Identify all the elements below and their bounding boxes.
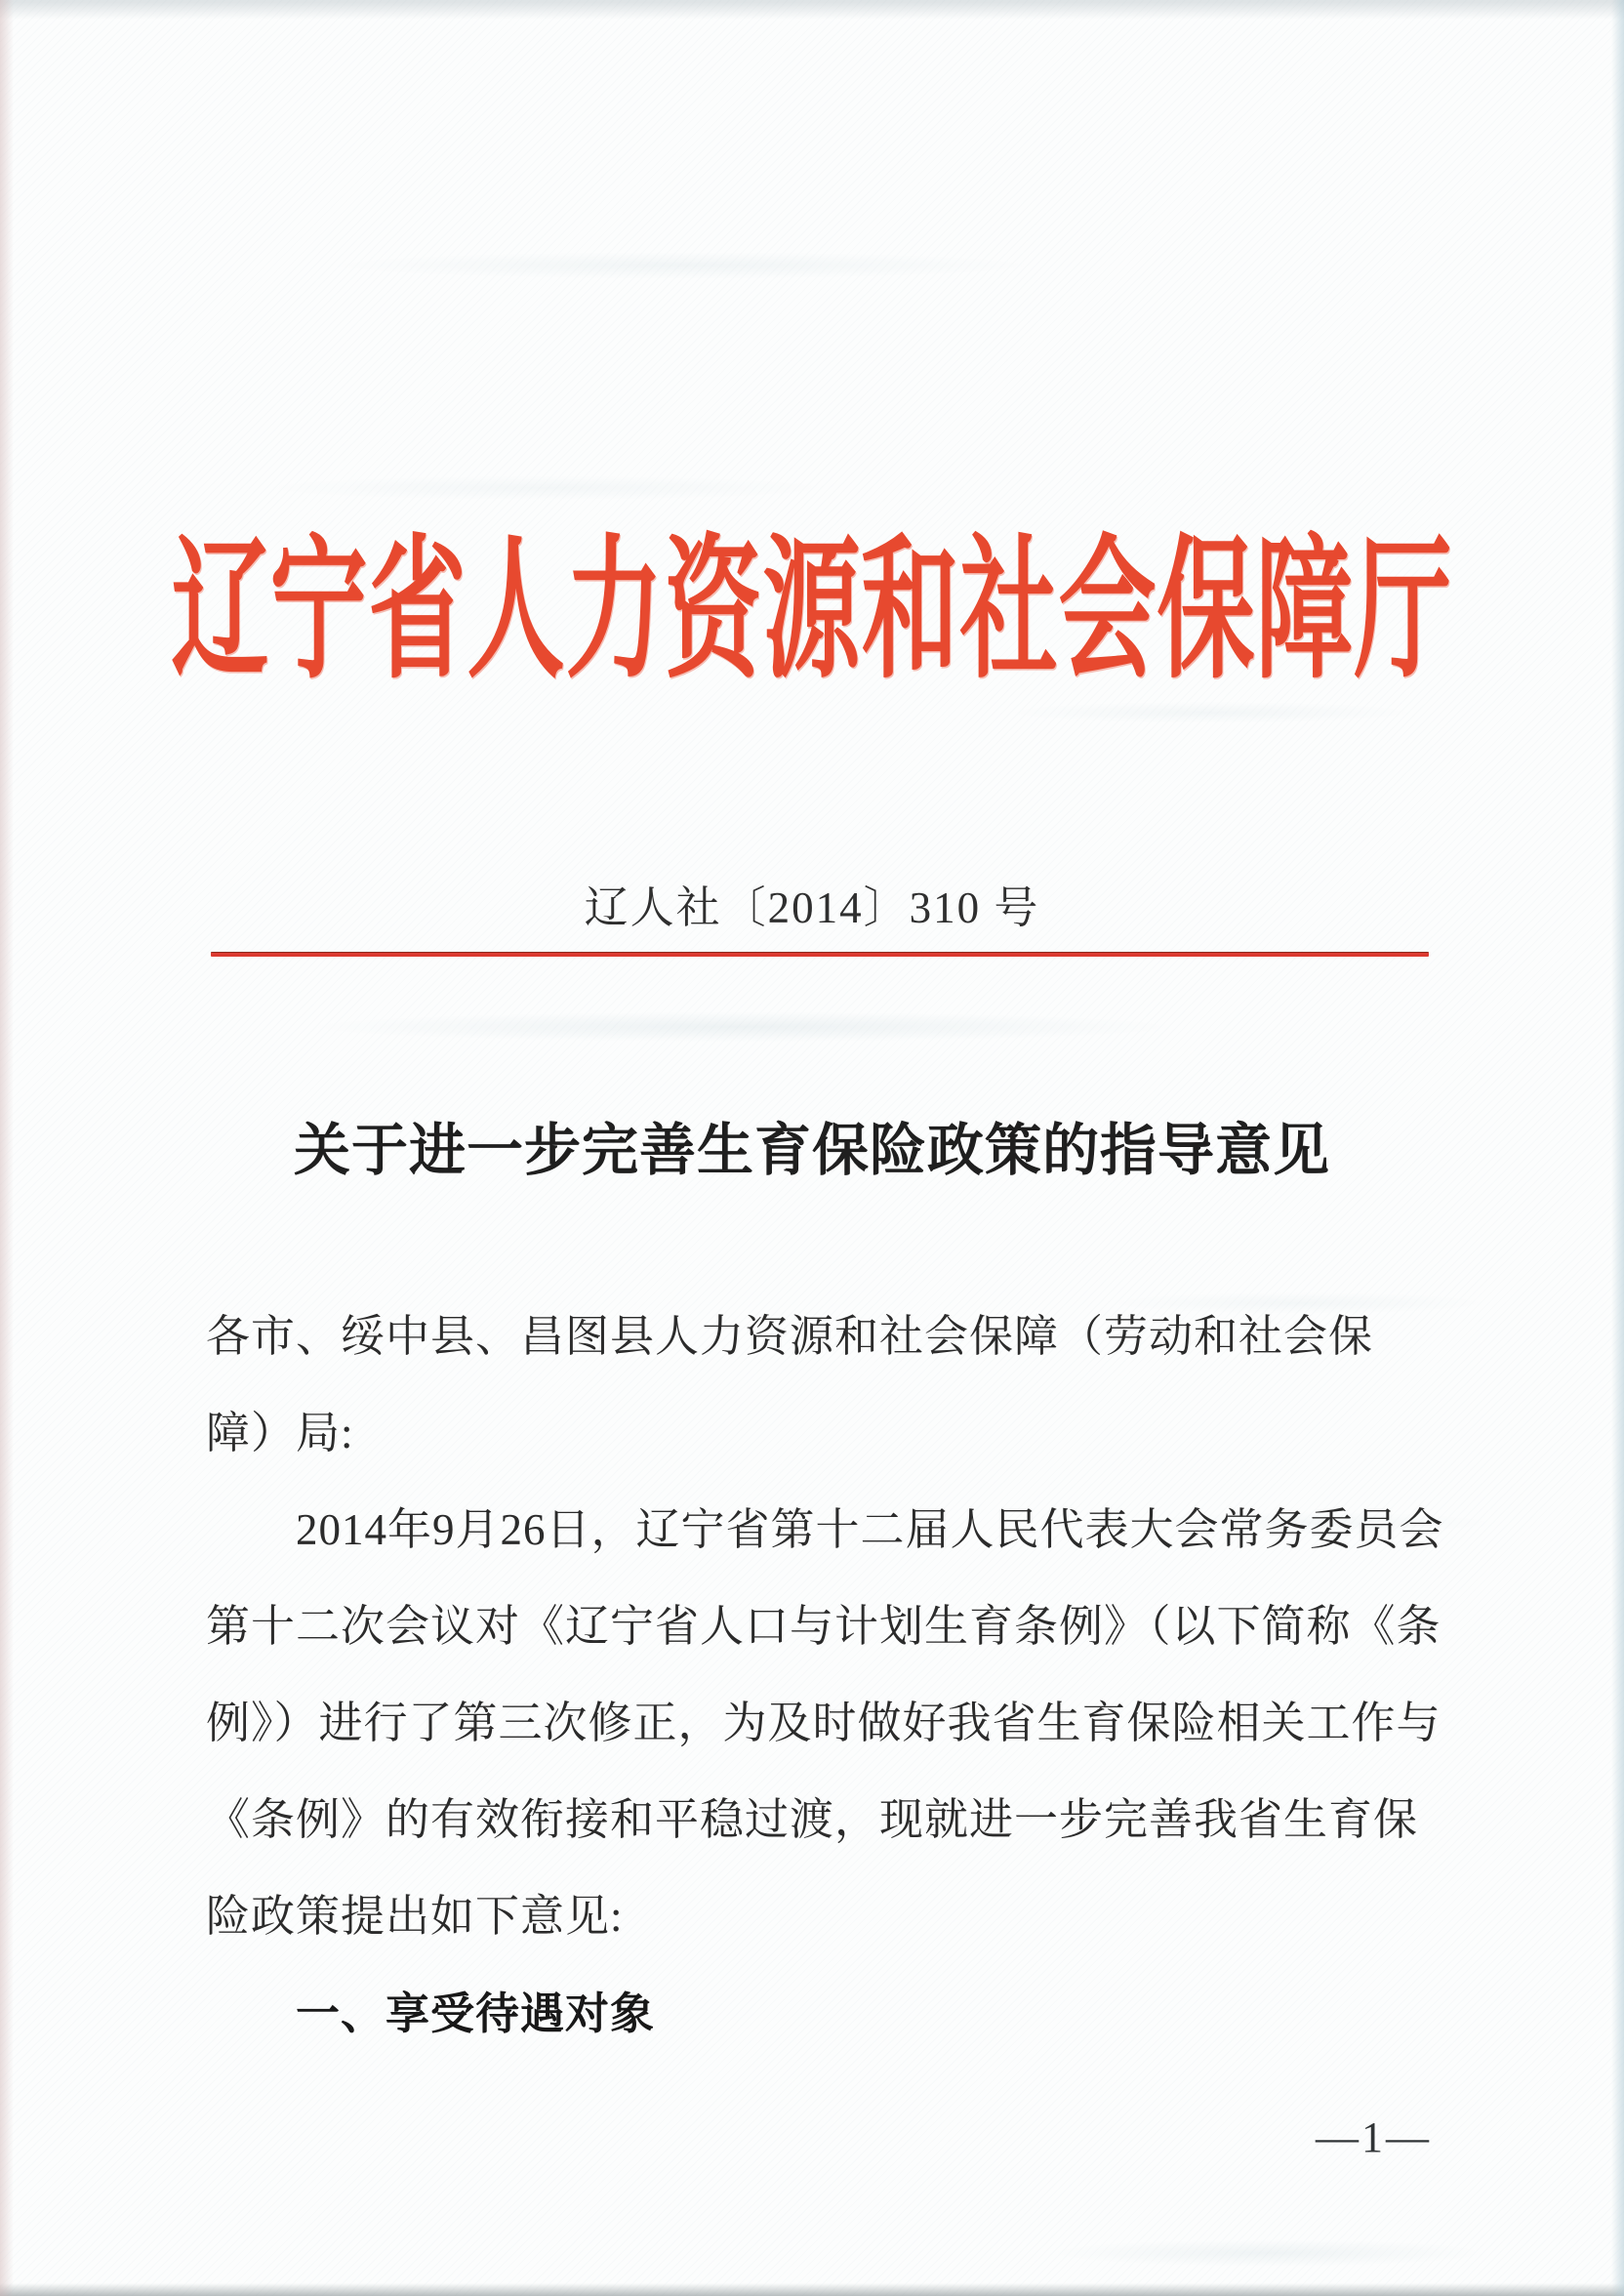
- paragraph-line: 《条例》的有效衔接和平稳过渡，现就进一步完善我省生育保: [206, 1795, 1419, 1844]
- salutation-line: 各市、绥中县、昌图县人力资源和社会保障（劳动和社会保: [206, 1312, 1374, 1361]
- paragraph-line: 第十二次会议对《辽宁省人口与计划生育条例》（以下简称《条: [206, 1602, 1441, 1651]
- document-body: [206, 1289, 1444, 2062]
- letterhead-divider-line: [211, 952, 1429, 957]
- paragraph-line: 例》）进行了第三次修正，为及时做好我省生育保险相关工作与: [206, 1699, 1441, 1747]
- section-heading: 一、享受待遇对象: [296, 1988, 656, 2038]
- document-title: 关于进一步完善生育保险政策的指导意见: [293, 1119, 1330, 1182]
- letterhead-agency-name: 辽宁省人力资源和社会保障厅: [171, 525, 1453, 697]
- document-number: 辽人社〔2014〕310 号: [584, 883, 1040, 932]
- paragraph-line: 2014年9月26日，辽宁省第十二届人民代表大会常务委员会: [296, 1505, 1444, 1554]
- page-number: —1—: [1316, 2113, 1432, 2161]
- salutation-line: 障）局:: [206, 1409, 354, 1457]
- paragraph-line: 险政策提出如下意见:: [206, 1892, 624, 1941]
